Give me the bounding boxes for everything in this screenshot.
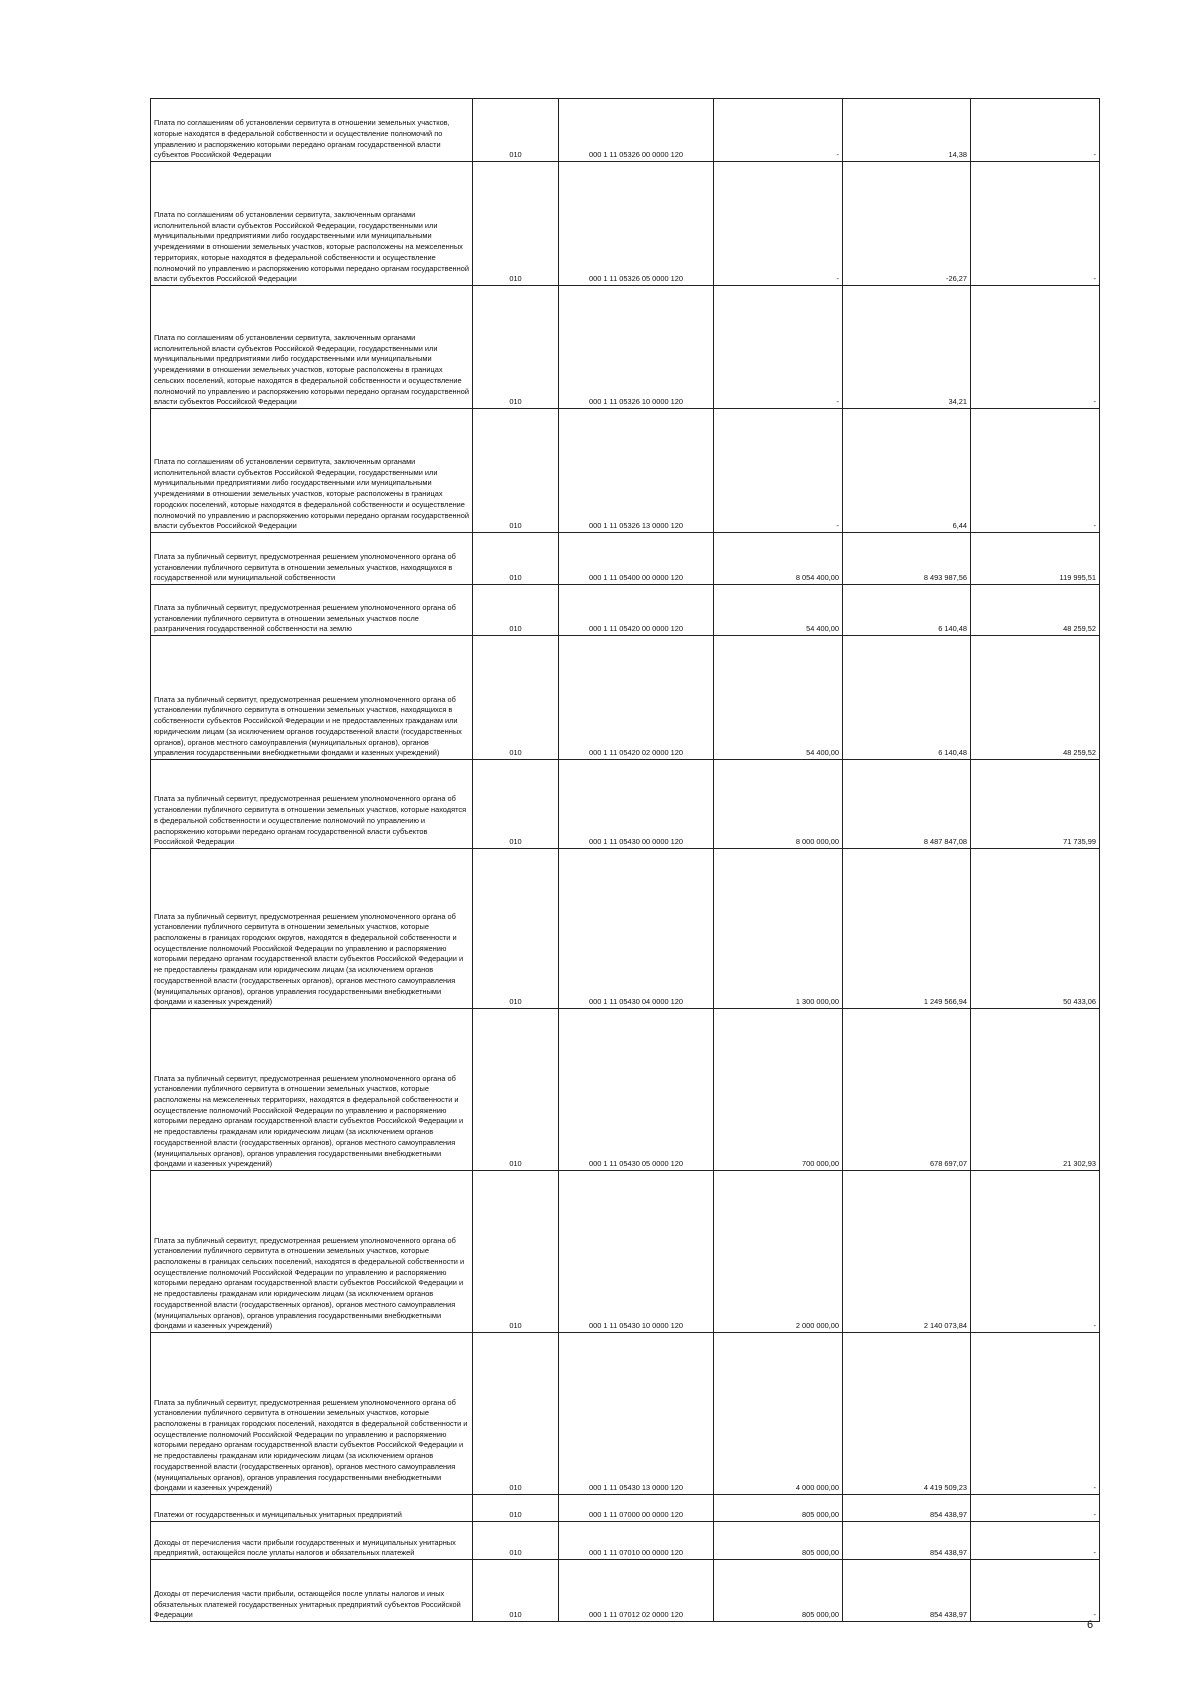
row-executed: 854 438,97 <box>843 1560 971 1622</box>
row-approved: - <box>714 409 843 533</box>
row-description: Доходы от перечисления части прибыли, остающейся после уплаты налогов и иных обязательных платежей государственных унитарных предприятий субъектов Российской Федерации <box>151 1560 473 1622</box>
row-executed: 678 697,07 <box>843 1009 971 1171</box>
row-description: Плата за публичный сервитут, предусмотренная решением уполномоченного органа об установлении публичного сервитута в отношении земельных участков после разграничения государственной собственности на землю <box>151 585 473 636</box>
row-unexecuted: 50 433,06 <box>971 849 1100 1009</box>
table-row <box>151 1495 1100 1522</box>
table-row <box>151 849 1100 1009</box>
row-description: Плата по соглашениям об установлении сервитута в отношении земельных участков, которые находятся в федеральной собственности и осуществление полномочий по управлению и распоряжению которыми передано органам государственной власти субъектов Российской Федерации <box>151 99 473 162</box>
table-row <box>151 99 1100 162</box>
row-unexecuted: - <box>971 286 1100 409</box>
table-row <box>151 1522 1100 1560</box>
row-executed: 14,38 <box>843 99 971 162</box>
row-budget-code: 000 1 11 05420 02 0000 120 <box>559 636 714 760</box>
row-description: Плата за публичный сервитут, предусмотренная решением уполномоченного органа об установлении публичного сервитута в отношении земельных участков, которые расположены в границах городских поселений, находятся в федеральной собственности и осуществление полномочий Российской Федерации по управлению и распоряжению которыми передано органам государственной власти субъектов Российской Федерации и не предоставлены гражданам или юридическим лицам (за исключением органов государственной власти (государственных органов), органов местного самоуправления (муниципальных органов), органов управления государственными внебюджетными фондами и казенных учреждений) <box>151 1333 473 1495</box>
row-unexecuted: 48 259,52 <box>971 585 1100 636</box>
row-executed: -26,27 <box>843 162 971 286</box>
table-row <box>151 585 1100 636</box>
table-row <box>151 162 1100 286</box>
row-description: Плата за публичный сервитут, предусмотренная решением уполномоченного органа об установлении публичного сервитута в отношении земельных участков, которые расположены в границах городских округов, находятся в федеральной собственности и осуществление полномочий Российской Федерации по управлению и распоряжению которыми передано органам государственной власти субъектов Российской Федерации и не предоставлены гражданам или юридическим лицам (за исключением органов государственной власти (государственных органов), органов местного самоуправления (муниципальных органов), органов управления государственными внебюджетными фондами и казенных учреждений) <box>151 849 473 1009</box>
row-executed: 8 493 987,56 <box>843 533 971 585</box>
row-executed: 6 140,48 <box>843 636 971 760</box>
row-unexecuted: 71 735,99 <box>971 760 1100 849</box>
row-approved: - <box>714 162 843 286</box>
row-description: Плата по соглашениям об установлении сервитута, заключенным органами исполнительной власти субъектов Российской Федерации, государственными или муниципальными предприятиями либо государственными или муниципальными учреждениями в отношении земельных участков, которые расположены на межселенных территориях, которые находятся в федеральной собственности и осуществление полномочий по управлению и распоряжению которыми передано органам государственной власти субъектов Российской Федерации <box>151 162 473 286</box>
row-budget-code: 000 1 11 05430 13 0000 120 <box>559 1333 714 1495</box>
row-budget-code: 000 1 11 05430 10 0000 120 <box>559 1171 714 1333</box>
row-description: Плата за публичный сервитут, предусмотренная решением уполномоченного органа об установлении публичного сервитута в отношении земельных участков, находящихся в собственности субъектов Российской Федерации и не предоставленных гражданам или юридическим лицам (за исключением органов государственной власти (государственных органов), органов местного самоуправления (муниципальных органов), органов управления государственными внебюджетными фондами и казенных учреждений) <box>151 636 473 760</box>
row-line-code: 010 <box>473 1333 559 1495</box>
row-description: Плата за публичный сервитут, предусмотренная решением уполномоченного органа об установлении публичного сервитута в отношении земельных участков, находящихся в государственной или муниципальной собственности <box>151 533 473 585</box>
row-description: Плата за публичный сервитут, предусмотренная решением уполномоченного органа об установлении публичного сервитута в отношении земельных участков, которые находятся в федеральной собственности и осуществление полномочий по управлению и распоряжению которыми передано органам государственной власти субъектов Российской Федерации <box>151 760 473 849</box>
row-line-code: 010 <box>473 1171 559 1333</box>
row-line-code: 010 <box>473 760 559 849</box>
row-line-code: 010 <box>473 533 559 585</box>
row-approved: 700 000,00 <box>714 1009 843 1171</box>
row-approved: - <box>714 99 843 162</box>
table-row <box>151 533 1100 585</box>
page-number: 6 <box>1087 1619 1094 1631</box>
row-line-code: 010 <box>473 1522 559 1560</box>
row-budget-code: 000 1 11 07000 00 0000 120 <box>559 1495 714 1522</box>
row-approved: 4 000 000,00 <box>714 1333 843 1495</box>
row-budget-code: 000 1 11 07012 02 0000 120 <box>559 1560 714 1622</box>
row-approved: 2 000 000,00 <box>714 1171 843 1333</box>
row-executed: 1 249 566,94 <box>843 849 971 1009</box>
row-line-code: 010 <box>473 1560 559 1622</box>
row-unexecuted: - <box>971 1560 1100 1622</box>
row-unexecuted: 48 259,52 <box>971 636 1100 760</box>
row-approved: 8 000 000,00 <box>714 760 843 849</box>
row-line-code: 010 <box>473 1495 559 1522</box>
row-approved: 8 054 400,00 <box>714 533 843 585</box>
row-line-code: 010 <box>473 162 559 286</box>
row-executed: 854 438,97 <box>843 1495 971 1522</box>
row-description: Плата за публичный сервитут, предусмотренная решением уполномоченного органа об установлении публичного сервитута в отношении земельных участков, которые расположены на межселенных территориях, находятся в федеральной собственности и осуществление полномочий Российской Федерации по управлению и распоряжению которыми передано органам государственной власти субъектов Российской Федерации и не предоставлены гражданам или юридическим лицам (за исключением органов государственной власти (государственных органов), органов местного самоуправления (муниципальных органов), органов управления государственными внебюджетными фондами и казенных учреждений) <box>151 1009 473 1171</box>
row-executed: 2 140 073,84 <box>843 1171 971 1333</box>
row-unexecuted: 21 302,93 <box>971 1009 1100 1171</box>
row-unexecuted: - <box>971 409 1100 533</box>
row-executed: 34,21 <box>843 286 971 409</box>
row-approved: 54 400,00 <box>714 585 843 636</box>
row-description: Плата по соглашениям об установлении сервитута, заключенным органами исполнительной власти субъектов Российской Федерации, государственными или муниципальными предприятиями либо государственными или муниципальными учреждениями в отношении земельных участков, которые расположены в границах сельских поселений, которые находятся в федеральной собственности и осуществление полномочий по управлению и распоряжению которыми передано органам государственной власти субъектов Российской Федерации <box>151 286 473 409</box>
row-unexecuted: - <box>971 1495 1100 1522</box>
row-approved: - <box>714 286 843 409</box>
row-line-code: 010 <box>473 409 559 533</box>
row-line-code: 010 <box>473 849 559 1009</box>
row-description: Доходы от перечисления части прибыли государственных и муниципальных унитарных предприятий, остающейся после уплаты налогов и обязательных платежей <box>151 1522 473 1560</box>
row-line-code: 010 <box>473 585 559 636</box>
row-unexecuted: 119 995,51 <box>971 533 1100 585</box>
row-executed: 854 438,97 <box>843 1522 971 1560</box>
row-budget-code: 000 1 11 05326 05 0000 120 <box>559 162 714 286</box>
row-description: Плата за публичный сервитут, предусмотренная решением уполномоченного органа об установлении публичного сервитута в отношении земельных участков, которые расположены в границах сельских поселений, находятся в федеральной собственности и осуществление полномочий Российской Федерации по управлению и распоряжению которыми передано органам государственной власти субъектов Российской Федерации и не предоставлены гражданам или юридическим лицам (за исключением органов государственной власти (государственных органов), органов местного самоуправления (муниципальных органов), органов управления государственными внебюджетными фондами и казенных учреждений) <box>151 1171 473 1333</box>
row-unexecuted: - <box>971 1333 1100 1495</box>
row-budget-code: 000 1 11 05326 10 0000 120 <box>559 286 714 409</box>
revenue-table <box>150 98 1100 1622</box>
table-row <box>151 1333 1100 1495</box>
row-line-code: 010 <box>473 286 559 409</box>
row-budget-code: 000 1 11 05420 00 0000 120 <box>559 585 714 636</box>
row-executed: 6,44 <box>843 409 971 533</box>
row-executed: 4 419 509,23 <box>843 1333 971 1495</box>
row-approved: 54 400,00 <box>714 636 843 760</box>
table-row <box>151 409 1100 533</box>
row-unexecuted: - <box>971 1522 1100 1560</box>
row-budget-code: 000 1 11 07010 00 0000 120 <box>559 1522 714 1560</box>
row-executed: 6 140,48 <box>843 585 971 636</box>
table-row <box>151 636 1100 760</box>
table-row <box>151 760 1100 849</box>
row-description: Платежи от государственных и муниципальных унитарных предприятий <box>151 1495 473 1522</box>
table-row <box>151 1009 1100 1171</box>
row-unexecuted: - <box>971 162 1100 286</box>
row-budget-code: 000 1 11 05326 13 0000 120 <box>559 409 714 533</box>
table-row <box>151 1171 1100 1333</box>
row-line-code: 010 <box>473 636 559 760</box>
row-budget-code: 000 1 11 05326 00 0000 120 <box>559 99 714 162</box>
row-budget-code: 000 1 11 05430 04 0000 120 <box>559 849 714 1009</box>
row-budget-code: 000 1 11 05400 00 0000 120 <box>559 533 714 585</box>
row-approved: 805 000,00 <box>714 1522 843 1560</box>
row-line-code: 010 <box>473 1009 559 1171</box>
row-approved: 805 000,00 <box>714 1495 843 1522</box>
row-budget-code: 000 1 11 05430 05 0000 120 <box>559 1009 714 1171</box>
row-executed: 8 487 847,08 <box>843 760 971 849</box>
row-approved: 805 000,00 <box>714 1560 843 1622</box>
row-budget-code: 000 1 11 05430 00 0000 120 <box>559 760 714 849</box>
row-line-code: 010 <box>473 99 559 162</box>
row-unexecuted: - <box>971 1171 1100 1333</box>
table-row <box>151 286 1100 409</box>
row-description: Плата по соглашениям об установлении сервитута, заключенным органами исполнительной власти субъектов Российской Федерации, государственными или муниципальными предприятиями либо государственными или муниципальными учреждениями в отношении земельных участков, которые расположены в границах городских поселений, которые находятся в федеральной собственности и осуществление полномочий по управлению и распоряжению которыми передано органам государственной власти субъектов Российской Федерации <box>151 409 473 533</box>
table-row <box>151 1560 1100 1622</box>
revenue-table-body <box>151 99 1100 1622</box>
row-approved: 1 300 000,00 <box>714 849 843 1009</box>
row-unexecuted: - <box>971 99 1100 162</box>
